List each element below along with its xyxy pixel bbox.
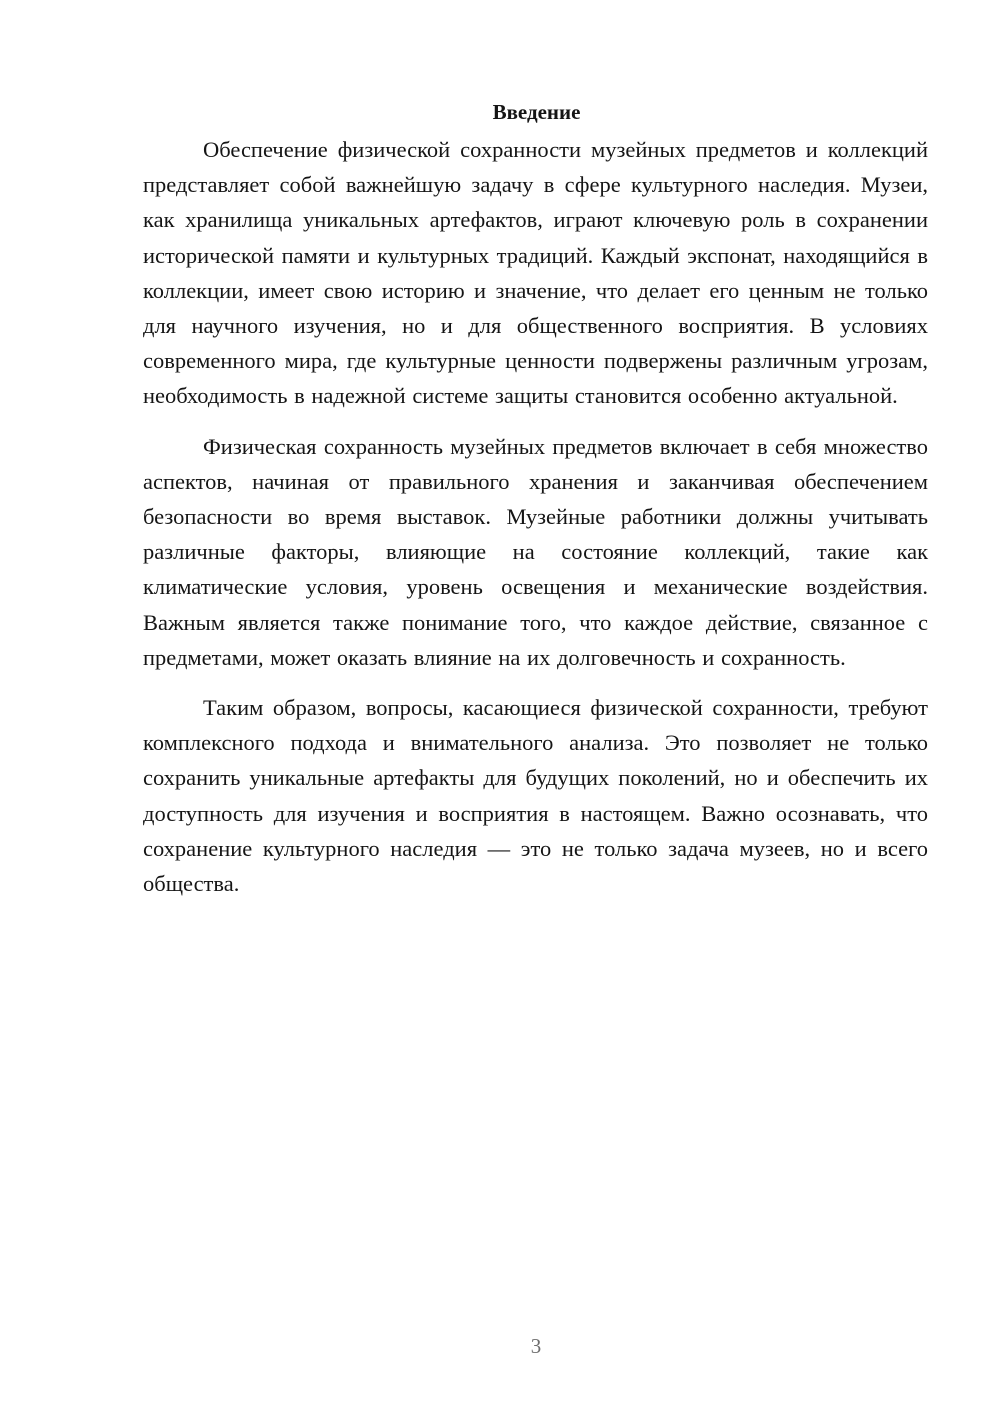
paragraph-3: Таким образом, вопросы, касающиеся физической сохранности, требуют комплексного подхода и внимательного анализа. Это позволяет не только сохранить уникальные артефакты для будущих поколений, но и обеспечить их доступность для изучения и восприятия в настоящем. Важно осознавать, что сохранение культурного наследия — это не только задача музеев, но и всего общества. bbox=[143, 695, 928, 897]
page-number: 3 bbox=[530, 1334, 542, 1358]
section-heading: Введение bbox=[492, 100, 581, 124]
paragraph-2: Физическая сохранность музейных предметов включает в себя множество аспектов, начиная от правильного хранения и заканчивая обеспечением безопасности во время выставок. Музейные работники должны учитывать различные факторы, влияющие на состояние коллекций, такие как климатические условия, уровень освещения и механические воздействия. Важным является также понимание того, что каждое действие, связанное с предметами, может оказать влияние на их долговечность и сохранность. bbox=[143, 433, 928, 670]
paragraph-1: Обеспечение физической сохранности музейных предметов и коллекций представляет собой важнейшую задачу в сфере культурного наследия. Музеи, как хранилища уникальных артефактов, играют ключевую роль в сохранении исторической памяти и культурных традиций. Каждый экспонат, находящийся в коллекции, имеет свою историю и значение, что делает его ценным не только для научного изучения, но и для общественного восприятия. В условиях современного мира, где культурные ценности подвержены различным угрозам, необходимость в надежной системе защиты становится особенно актуальной. bbox=[143, 137, 928, 409]
page-content bbox=[143, 98, 928, 916]
